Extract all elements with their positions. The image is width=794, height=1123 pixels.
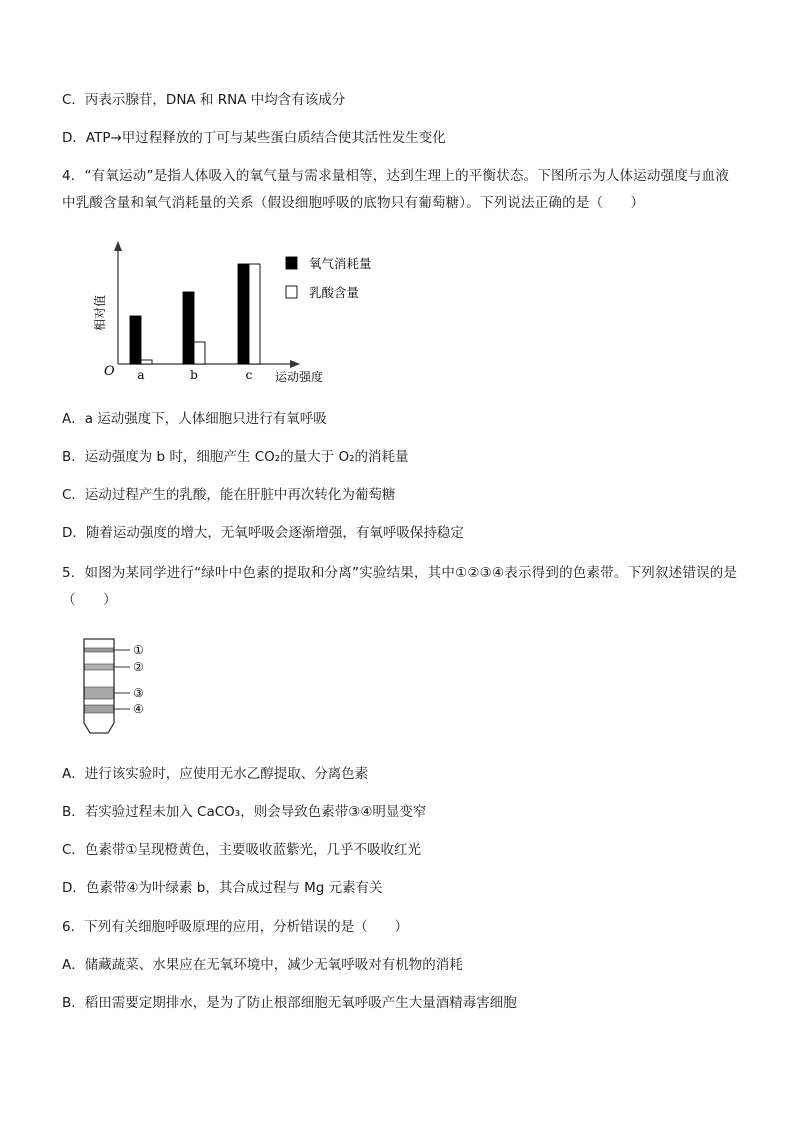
pigment-band-1 bbox=[85, 648, 114, 652]
tick-label-c: c bbox=[245, 368, 253, 382]
legend-label-oxygen: 氧气消耗量 bbox=[309, 256, 372, 271]
q3-option-d: D．ATP→甲过程释放的丁可与某些蛋白质结合使其活性发生变化 bbox=[62, 130, 446, 146]
y-axis-arrow bbox=[114, 241, 122, 251]
y-axis-label: 相对值 bbox=[93, 294, 107, 332]
band-label-3: ③ bbox=[133, 686, 144, 700]
q4-option-b: B．运动强度为 b 时，细胞产生 CO₂的量大于 O₂的消耗量 bbox=[62, 449, 409, 465]
bar-c-lactate bbox=[249, 264, 260, 364]
band-label-1: ① bbox=[133, 643, 144, 657]
legend-swatch-oxygen bbox=[286, 257, 297, 269]
bar-c-oxygen bbox=[238, 264, 249, 364]
q5-option-a: A．进行该实验时，应使用无水乙醇提取、分离色素 bbox=[62, 766, 369, 782]
q3-option-c: C．丙表示腺苷，DNA 和 RNA 中均含有该成分 bbox=[62, 92, 346, 108]
q6-option-a: A．储藏蔬菜、水果应在无氧环境中，减少无氧呼吸对有机物的消耗 bbox=[62, 957, 463, 973]
pigment-band-4 bbox=[85, 705, 114, 713]
tick-label-a: a bbox=[137, 368, 145, 382]
bar-b-oxygen bbox=[183, 292, 194, 364]
bar-a-oxygen bbox=[130, 316, 141, 364]
x-axis-label: 运动强度 bbox=[275, 370, 324, 384]
q6-stem: 6．下列有关细胞呼吸原理的应用，分析错误的是（ ） bbox=[62, 919, 409, 935]
tick-label-b: b bbox=[190, 368, 198, 382]
legend-label-lactate: 乳酸含量 bbox=[309, 285, 360, 300]
q6-option-b: B．稻田需要定期排水，是为了防止根部细胞无氧呼吸产生大量酒精毒害细胞 bbox=[62, 995, 517, 1011]
q4-bar-chart bbox=[90, 235, 390, 395]
x-axis-arrow bbox=[290, 360, 300, 368]
q5-option-b: B．若实验过程未加入 CaCO₃，则会导致色素带③④明显变窄 bbox=[62, 804, 427, 820]
q4-option-a: A．a 运动强度下，人体细胞只进行有氧呼吸 bbox=[62, 411, 327, 427]
legend-swatch-lactate bbox=[286, 286, 297, 298]
pigment-strip-figure bbox=[78, 637, 198, 737]
q5-option-d: D．色素带④为叶绿素 b，其合成过程与 Mg 元素有关 bbox=[62, 880, 383, 896]
bar-b-lactate bbox=[194, 342, 205, 364]
band-label-4: ④ bbox=[133, 702, 144, 716]
q4-option-d: D．随着运动强度的增大，无氧呼吸会逐渐增强，有氧呼吸保持稳定 bbox=[62, 525, 464, 541]
band-label-2: ② bbox=[133, 660, 144, 674]
q5-option-c: C．色素带①呈现橙黄色，主要吸收蓝紫光，几乎不吸收红光 bbox=[62, 842, 422, 858]
pigment-band-2 bbox=[85, 664, 114, 670]
q4-option-c: C．运动过程产生的乳酸，能在肝脏中再次转化为葡萄糖 bbox=[62, 487, 396, 503]
pigment-band-3 bbox=[85, 687, 114, 699]
bar-a-lactate bbox=[141, 360, 152, 364]
origin-label: O bbox=[104, 364, 115, 379]
paper-strip bbox=[84, 639, 114, 733]
q5-stem: 5．如图为某同学进行“绿叶中色素的提取和分离”实验结果，其中①②③④表示得到的色素带。下列叙述错误的是（ ） bbox=[62, 565, 738, 608]
q4-stem: 4．“有氧运动”是指人体吸入的氧气量与需求量相等，达到生理上的平衡状态。下图所示为人体运动强度与血液中乳酸含量和氧气消耗量的关系（假设细胞呼吸的底物只有葡萄糖）。下列说法正确的是（ ） bbox=[62, 168, 730, 211]
